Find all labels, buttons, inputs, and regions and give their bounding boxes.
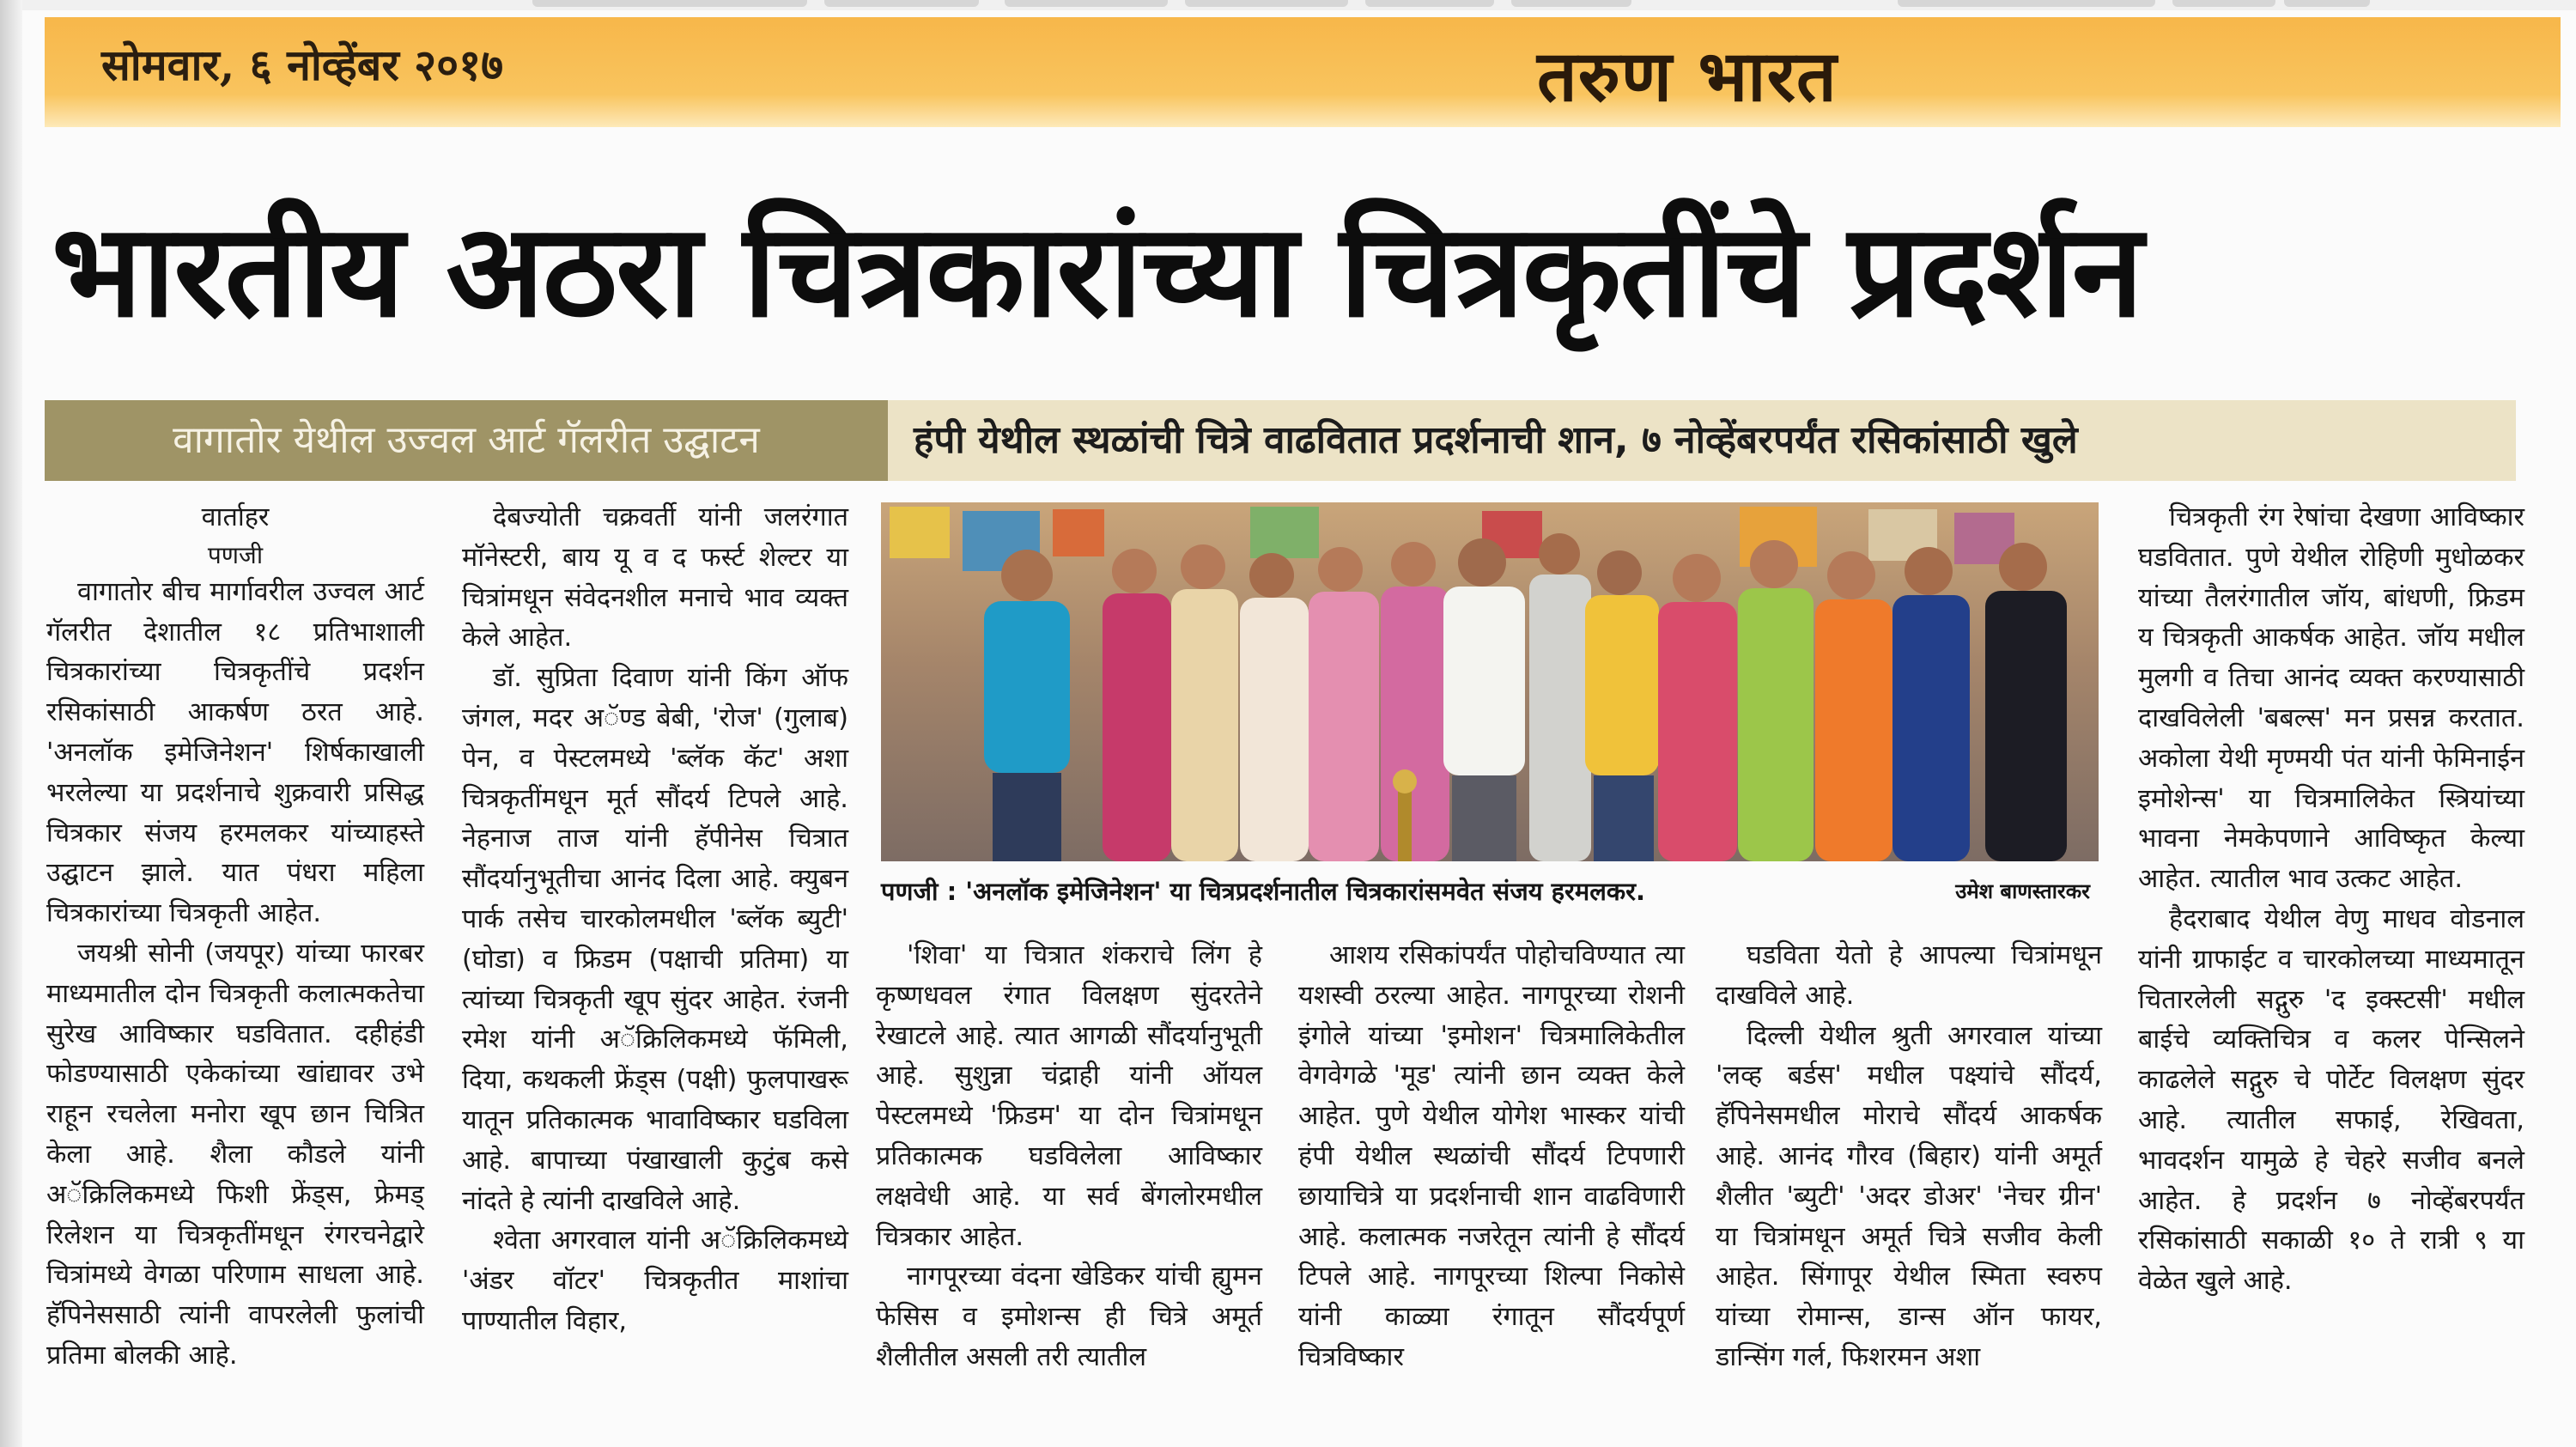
issue-date: सोमवार, ६ नोव्हेंबर २०१७: [101, 40, 504, 90]
column-6-paragraph-1: चित्रकृती रंग रेषांचा देखणा आविष्कार घडवितात. पुणे येथील रोहिणी मुधोळकर यांच्या तैलरंगातील जॉय, बांधणी, फ्रिडम य चित्रकृती आकर्षक आहेत. जॉय मधील मुलगी व तिचा आनंद व्यक्त करण्यासाठी दाखविलेली 'बबल्स' मन प्रसन्न करतात. अकोला येथी मृण्मयी पंत यांनी फेमिनाईन इमोशेन्स' या चित्रमालिकेत स्त्रियांच्या भावना नेमकेपणाने आविष्कृत केल्या आहेत. त्यातील भाव उत्कट आहेत.: [2138, 502, 2524, 895]
event-photo: [881, 502, 2099, 861]
column-6-paragraph-2: हैदराबाद येथील वेणु माधव वोडनाल यांनी ग्राफाईट व चारकोलच्या माध्यमातून चितारलेली सद्गुरु 'द इक्स्टसी' मधील बाईचे व्यक्तिचित्र व कलर पेन्सिलने काढलेले सद्गुरु चे पोर्टेट विलक्षण सुंदर आहे. त्यातील सफाई, रेखिवता, भावदर्शन यामुळे हे चेहरे सजीव बनले आहेत. हे प्रदर्शन ७ नोव्हेंबरपर्यंत रसिकांसाठी सकाळी १० ते रात्री ९ या वेळेत खुले आहे.: [2138, 903, 2524, 1297]
subheading-right: हंपी येथील स्थळांची चित्रे वाढवितात प्रदर्शनाची शान, ७ नोव्हेंबरपर्यंत रसिकांसाठी खुले: [888, 400, 2516, 481]
article-column-3: [876, 936, 1262, 1378]
browser-tab-strip: [0, 0, 2576, 10]
group-photo-illustration: [881, 502, 2099, 861]
article-column-6: [2138, 498, 2524, 1302]
column-5-paragraph-1: घडविता येतो हे आपल्या चित्रांमधून दाखविले आहे.: [1716, 940, 2102, 1011]
column-1-paragraph-1: वागातोर बीच मार्गावरील उज्वल आर्ट गॅलरीत देशातील १८ प्रतिभाशाली चित्रकारांच्या चित्रकृतींचे प्रदर्शन रसिकांसाठी आकर्षण ठरत आहे. 'अनलॉक इमेजिनेशन' शिर्षकाखाली भरलेल्या या प्रदर्शनाचे शुक्रवारी प्रसिद्ध चित्रकार संजय हरमलकर यांच्याहस्ते उद्घाटन झाले. यात पंधरा महिला चित्रकारांच्या चित्रकृती आहेत.: [46, 576, 424, 929]
photo-caption-text: पणजी : 'अनलॉक इमेजिनेशन' या चित्रप्रदर्शनातील चित्रकारांसमवेत संजय हरमलकर.: [881, 877, 1646, 906]
article-column-2: [462, 498, 848, 1342]
column-3-paragraph-1: 'शिवा' या चित्रात शंकराचे लिंग हे कृष्णधवल रंगात विलक्षण सुंदरतेने रेखाटले आहे. त्यात आगळी सौंदर्यानुभूती आहे. सुशुन्ना चंद्राही यांनी ऑयल पेस्टलमध्ये 'फ्रिडम' या दोन चित्रांमधून प्रतिकात्मक घडविलेला आविष्कार लक्षवेधी आहे. या सर्व बेंगलोरमधील चित्रकार आहेत.: [876, 940, 1262, 1252]
main-headline: भारतीय अठरा चित्रकारांच्या चित्रकृतींचे प्रदर्शन: [52, 197, 2142, 346]
byline-author: वार्ताहर: [201, 502, 270, 532]
photo-caption: [881, 867, 2099, 915]
column-2-paragraph-2: डॉ. सुप्रिता दिवाण यांनी किंग ऑफ जंगल, मदर अॅण्ड बेबी, 'रोज' (गुलाब) पेन, व पेस्टलमध्ये 'ब्लॅक कॅट' अशा चित्रकृतींमधून मूर्त सौंदर्य टिपले आहे. नेहनाज ताज यांनी हॅपीनेस चित्रात सौंदर्यानुभूतीचा आनंद दिला आहे. क्युबन पार्क तसेच चारकोलमधील 'ब्लॅक ब्युटी' (घोडा) व फ्रिडम (पक्षाची प्रतिमा) या त्यांच्या चित्रकृती खूप सुंदर आहेत. रंजनी रमेश यांनी अॅक्रिलिकमध्ये फॅमिली, दिया, कथकली फ्रेंड्स (पक्षी) फुलपाखरू यातून प्रतिकात्मक भावाविष्कार घडविला आहे. बापाच्या पंखाखाली कुटुंब कसे नांदते हे त्यांनी दाखविले आहे.: [462, 663, 848, 1216]
photo-credit: उमेश बाणस्तारकर: [1955, 879, 2090, 903]
column-3-paragraph-2: नागपूरच्या वंदना खेडिकर यांची ह्युमन फेसिस व इमोशन्स ही चित्रे अमूर्त शैलीतील असली तरी त्यातील: [876, 1262, 1262, 1372]
column-1-paragraph-2: जयश्री सोनी (जयपूर) यांच्या फारबर माध्यमातील दोन चित्रकृती कलात्मकतेचा सुरेख आविष्कार घडवितात. दहीहंडी फोडण्यासाठी एकेकांच्या खांद्यावर उभे राहून रचलेला मनोरा खूप छान चित्रित केला आहे. शैला कौडले यांनी अॅक्रिलिकमध्ये फिशी फ्रेंड्स, फ्रेमड् रिलेशन या चित्रकृतींमधून रंगरचनेद्वारे चित्रांमध्ये वेगळा परिणाम साधला आहे. हॅपिनेससाठी त्यांनी वापरलेली फुलांची प्रतिमा बोलकी आहे.: [46, 938, 424, 1371]
article-column-1: [46, 498, 424, 1377]
column-5-paragraph-2: दिल्ली येथील श्रुती अगरवाल यांच्या 'लव्ह बर्डस' मधील पक्ष्यांचे सौंदर्य, हॅपिनेसमधील मोराचे सौंदर्य आकर्षक आहे. आनंद गौरव (बिहार) यांनी अमूर्त शैलीत 'ब्युटी' 'अदर डोअर' 'नेचर ग्रीन' या चित्रांमधून अमूर्त चित्रे सजीव केली आहेत. सिंगापूर येथील स्मिता स्वरुप यांच्या रोमान्स, डान्स ऑन फायर, डान्सिंग गर्ल, फिशरमन अशा: [1716, 1020, 2102, 1372]
subheading-left: वागातोर येथील उज्वल आर्ट गॅलरीत उद्घाटन: [45, 400, 888, 481]
page-edge-shadow: [0, 0, 22, 1447]
column-2-paragraph-1: देबज्योती चक्रवर्ती यांनी जलरंगात मॉनेस्टरी, बाय यू व द फर्स्ट शेल्टर या चित्रांमधून संवेदनशील मनाचे भाव व्यक्त केले आहेत.: [462, 502, 848, 654]
column-2-paragraph-3: श्वेता अगरवाल यांनी अॅक्रिलिकमध्ये 'अंडर वॉटर' चित्रकृतीत माशांचा पाण्यातील विहार,: [462, 1225, 848, 1336]
column-4-paragraph-1: आशय रसिकांपर्यंत पोहोचविण्यात त्या यशस्वी ठरल्या आहेत. नागपूरच्या रोशनी इंगोले यांच्या 'इमोशन' चित्रमालिकेतील वेगवेगळे 'मूड' त्यांनी छान व्यक्त केले आहेत. पुणे येथील योगेश भास्कर यांची हंपी येथील स्थळांची सौंदर्य टिपणारी छायाचित्रे या प्रदर्शनाची शान वाढविणारी आहे. कलात्मक नजरेतून त्यांनी हे सौंदर्य टिपले आहे. नागपूरच्या शिल्पा निकोसे यांनी काळ्या रंगातून सौंदर्यपूर्ण चित्रविष्कार: [1298, 940, 1685, 1372]
article-column-4: [1298, 936, 1685, 1378]
byline-place: पणजी: [207, 540, 264, 569]
newspaper-name: तरुण भारत: [1537, 35, 1838, 118]
article-column-5: [1716, 936, 2102, 1378]
